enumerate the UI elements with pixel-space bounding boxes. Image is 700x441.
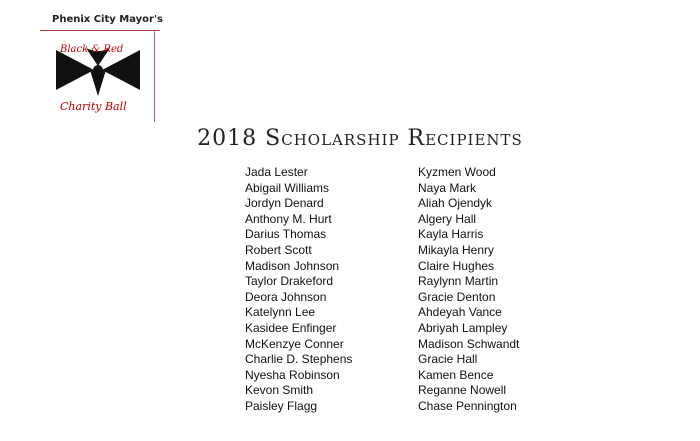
logo-script-line-1: Black & Red <box>60 44 124 55</box>
recipient-name: Chase Pennington <box>418 398 517 413</box>
recipient-name: Jordyn Denard <box>245 196 324 211</box>
recipient-name: Kamen Bence <box>418 367 494 382</box>
recipient-name: Naya Mark <box>418 180 477 195</box>
recipient-name: Madison Schwandt <box>418 336 520 351</box>
recipient-name: Kyzmen Wood <box>418 165 496 179</box>
recipient-name: Anthony M. Hurt <box>245 211 332 226</box>
recipient-name: Taylor Drakeford <box>245 274 334 289</box>
recipient-name: Kasidee Enfinger <box>245 320 337 335</box>
recipient-name: Jada Lester <box>245 165 308 179</box>
page-title: 2018 Scholarship Recipients <box>197 126 523 151</box>
recipient-name: Claire Hughes <box>418 258 495 273</box>
recipient-name: Raylynn Martin <box>418 274 499 289</box>
recipient-name: Nyesha Robinson <box>245 367 340 382</box>
recipient-name: Madison Johnson <box>245 258 340 273</box>
recipient-name: Charlie D. Stephens <box>245 352 353 367</box>
logo-script-line-2: Charity Ball <box>60 100 127 113</box>
recipient-name: Abigail Williams <box>245 180 330 195</box>
recipient-name: Deora Johnson <box>245 289 327 304</box>
recipient-name: Gracie Hall <box>418 352 478 367</box>
logo-org-title: Phenix City Mayor's <box>52 14 163 25</box>
recipient-name: Ahdeyah Vance <box>418 305 502 320</box>
logo-side-rule <box>154 30 155 122</box>
recipient-name: Kayla Harris <box>418 227 484 242</box>
recipient-name: Paisley Flagg <box>245 398 318 413</box>
charity-ball-logo <box>40 14 163 122</box>
recipient-name: Aliah Ojendyk <box>418 196 493 211</box>
logo-rule <box>40 30 160 31</box>
recipient-name: Algery Hall <box>418 211 477 226</box>
recipient-name: Katelynn Lee <box>245 305 316 320</box>
recipient-name: Mikayla Henry <box>418 242 495 257</box>
recipient-name: Abriyah Lampley <box>418 320 508 335</box>
recipient-name: Robert Scott <box>245 242 312 257</box>
recipient-name: Reganne Nowell <box>418 383 507 398</box>
recipient-name: Kevon Smith <box>245 383 314 398</box>
recipient-name: Gracie Denton <box>418 289 496 304</box>
recipients-right-column <box>418 165 519 415</box>
recipients-left-column <box>245 165 352 415</box>
recipient-name: Darius Thomas <box>245 227 327 242</box>
recipient-name: McKenzye Conner <box>245 336 344 351</box>
